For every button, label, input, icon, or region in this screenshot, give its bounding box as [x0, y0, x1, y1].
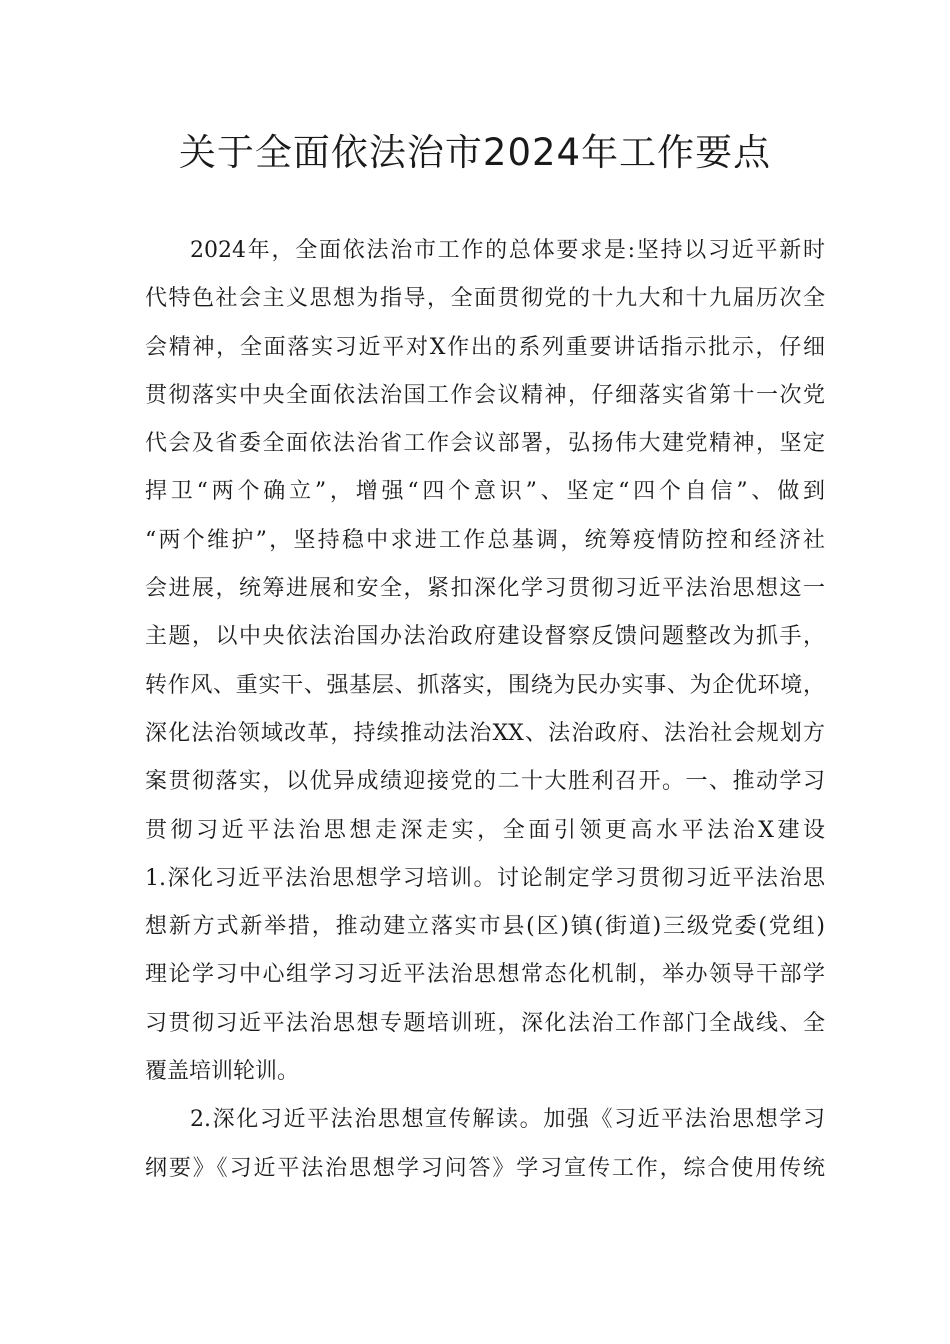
paragraph-line: 会精神，全面落实习近平对X作出的系列重要讲话指示批示，仔细 — [145, 334, 825, 360]
paragraph-line: 案贯彻落实，以优异成绩迎接党的二十大胜利召开。一、推动学习 — [145, 769, 825, 795]
paragraph-line: 捍卫“两个确立”，增强“四个意识”、坚定“四个自信”、做到 — [145, 479, 825, 505]
paragraph-line: 贯彻落实中央全面依法治国工作会议精神，仔细落实省第十一次党 — [145, 382, 825, 408]
document-title: 关于全面依法治市2024年工作要点 — [178, 131, 772, 174]
paragraph-line: 主题，以中央依法治国办法治政府建设督察反馈问题整改为抓手， — [145, 624, 825, 650]
paragraph-line: “两个维护”，坚持稳中求进工作总基调，统筹疫情防控和经济社 — [145, 527, 825, 553]
paragraph-line: 深化法治领域改革，持续推动法治XX、法治政府、法治社会规划方 — [145, 720, 825, 746]
paragraph-line: 理论学习中心组学习习近平法治思想常态化机制，举办领导干部学 — [145, 962, 825, 988]
paragraph-line: 转作风、重实干、强基层、抓落实，围绕为民办实事、为企优环境， — [145, 672, 825, 698]
paragraph-line: 2024年，全面依法治市工作的总体要求是:坚持以习近平新时 — [190, 238, 825, 263]
paragraph-line: 习贯彻习近平法治思想专题培训班，深化法治工作部门全战线、全 — [145, 1010, 825, 1036]
paragraph-line: 代特色社会主义思想为指导，全面贯彻党的十九大和十九届历次全 — [145, 286, 825, 312]
document-body — [145, 232, 825, 1198]
paragraph-line: 贯彻习近平法治思想走深走实，全面引领更高水平法治X建设 — [145, 817, 825, 843]
paragraph-line: 会进展，统筹进展和安全，紧扣深化学习贯彻习近平法治思想这一 — [145, 576, 825, 602]
paragraph-line: 2.深化习近平法治思想宣传解读。加强《习近平法治思想学习 — [190, 1107, 825, 1133]
paragraph-line: 想新方式新举措，推动建立落实市县(区)镇(街道)三级党委(党组) — [145, 914, 825, 940]
paragraph-line: 纲要》《习近平法治思想学习问答》学习宣传工作，综合使用传统 — [145, 1155, 825, 1181]
paragraph-line: 1.深化习近平法治思想学习培训。讨论制定学习贯彻习近平法治思 — [145, 865, 825, 891]
paragraph-line: 覆盖培训轮训。 — [145, 1059, 300, 1085]
paragraph-line: 代会及省委全面依法治省工作会议部署，弘扬伟大建党精神，坚定 — [145, 431, 825, 457]
